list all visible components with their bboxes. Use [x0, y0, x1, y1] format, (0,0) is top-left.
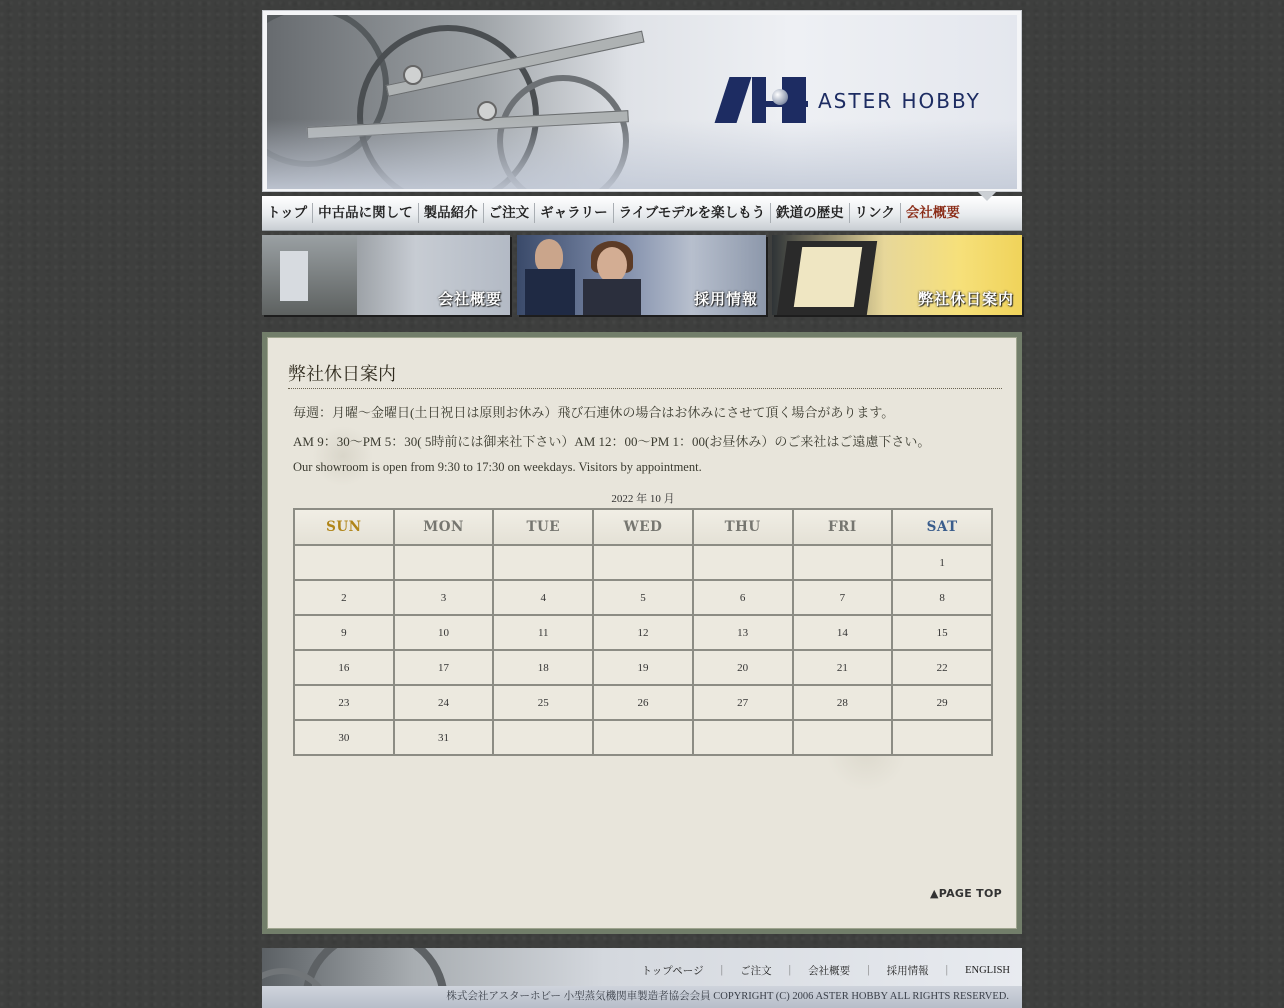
- building-photo: [262, 235, 357, 315]
- calendar-date-cell: 23: [294, 685, 394, 720]
- calendar-week-row: [294, 720, 992, 755]
- calendar-date-cell: 8: [892, 580, 992, 615]
- copyright-text: 株式会社アスターホビー 小型蒸気機関車製造者協会会員 COPYRIGHT (C) 2006 ASTER HOBBY ALL RIGHTS RESERVED.: [262, 986, 1022, 1008]
- calendar-date-cell: 12: [593, 615, 693, 650]
- footer-link-top[interactable]: トップページ: [641, 966, 704, 977]
- calendar-day-header: WED: [593, 509, 693, 545]
- calendar-date-cell: [793, 720, 893, 755]
- calendar-date-cell: 17: [394, 650, 494, 685]
- calendar-date-cell: 1: [892, 545, 992, 580]
- calendar-week-row: [294, 685, 992, 720]
- showroom-hours-text: Our showroom is open from 9:30 to 17:30 on weekdays. Visitors by appointment.: [293, 460, 702, 474]
- rod-hub-image: [477, 101, 497, 121]
- company-profile-banner[interactable]: [262, 235, 510, 315]
- calendar-date-cell: 26: [593, 685, 693, 720]
- calendar-date-cell: 5: [593, 580, 693, 615]
- nav-item-live-models[interactable]: ライブモデルを楽しもう: [614, 203, 771, 223]
- nav-item-used-products[interactable]: 中古品に関して: [313, 203, 419, 223]
- logo-text: ASTER HOBBY: [818, 89, 981, 113]
- nav-item-railway-history[interactable]: 鉄道の歴史: [771, 203, 850, 223]
- calendar-date-cell: 22: [892, 650, 992, 685]
- planner-page-photo: [794, 247, 862, 307]
- calendar-week-row: [294, 650, 992, 685]
- calendar-date-cell: 2: [294, 580, 394, 615]
- calendar-date-cell: 29: [892, 685, 992, 720]
- footer-separator: ｜: [863, 966, 874, 977]
- businesswoman-photo: [597, 247, 627, 283]
- content-panel: [262, 332, 1022, 934]
- footer-link-company[interactable]: 会社概要: [808, 966, 851, 977]
- calendar-date-cell: 6: [693, 580, 793, 615]
- calendar-date-cell: [793, 545, 893, 580]
- calendar-date-cell: 28: [793, 685, 893, 720]
- footer-separator: ｜: [716, 966, 728, 977]
- holiday-info-banner[interactable]: [772, 235, 1022, 315]
- calendar-day-header: THU: [693, 509, 793, 545]
- calendar-date-cell: 14: [793, 615, 893, 650]
- calendar-date-cell: 19: [593, 650, 693, 685]
- calendar-date-cell: 13: [693, 615, 793, 650]
- rod-hub-image: [403, 65, 423, 85]
- businesswoman-suit-photo: [583, 279, 641, 315]
- calendar-date-cell: [693, 720, 793, 755]
- footer-separator: ｜: [941, 966, 953, 977]
- calendar-date-cell: 31: [394, 720, 494, 755]
- recruit-banner[interactable]: [517, 235, 766, 315]
- calendar-day-header: SUN: [294, 509, 394, 545]
- calendar-date-cell: [493, 545, 593, 580]
- calendar-date-cell: 4: [493, 580, 593, 615]
- calendar-date-cell: [892, 720, 992, 755]
- business-days-text: 毎週：月曜～金曜日(土日祝日は原則お休み）飛び石連休の場合はお休みにさせて頂く場合があります。: [293, 405, 895, 420]
- calendar-date-cell: [493, 720, 593, 755]
- calendar-day-header: SAT: [892, 509, 992, 545]
- businessman-photo: [535, 239, 563, 273]
- footer-separator: ｜: [784, 966, 796, 977]
- footer-links: [642, 963, 1010, 978]
- nav-item-gallery[interactable]: ギャラリー: [535, 203, 614, 223]
- calendar-date-cell: 18: [493, 650, 593, 685]
- calendar-date-cell: 20: [693, 650, 793, 685]
- calendar-date-cell: 16: [294, 650, 394, 685]
- nav-item-order[interactable]: ご注文: [484, 203, 536, 223]
- page-title: 弊社休日案内: [288, 364, 1002, 389]
- footer-link-recruit[interactable]: 採用情報: [886, 966, 929, 977]
- calendar-day-header: TUE: [493, 509, 593, 545]
- nav-item-top[interactable]: トップ: [262, 203, 313, 223]
- calendar-date-cell: [394, 545, 494, 580]
- calendar-caption: 2022 年 10 月: [611, 493, 675, 505]
- calendar-date-cell: 7: [793, 580, 893, 615]
- calendar-date-cell: 15: [892, 615, 992, 650]
- page-top-link[interactable]: ▲PAGE TOP: [929, 887, 1002, 900]
- calendar-day-header: MON: [394, 509, 494, 545]
- business-hours-text: AM 9：30～PM 5：30( 5時前には御来社下さい）AM 12：00～PM 1：00(お昼休み）のご来社はご遠慮下さい。: [293, 434, 931, 449]
- calendar-date-cell: 11: [493, 615, 593, 650]
- logo-mark-icon: [722, 77, 808, 123]
- company-profile-banner-label: 会社概要: [437, 290, 502, 308]
- calendar-week-row: [294, 545, 992, 580]
- header-image: [267, 15, 1017, 189]
- nav-item-links[interactable]: リンク: [850, 203, 901, 223]
- calendar-date-cell: 25: [493, 685, 593, 720]
- calendar-date-cell: 27: [693, 685, 793, 720]
- calendar-header-row: [294, 509, 992, 545]
- footer: [262, 948, 1022, 1008]
- calendar-date-cell: 30: [294, 720, 394, 755]
- content-panel-inner: [267, 337, 1017, 929]
- calendar-date-cell: 24: [394, 685, 494, 720]
- recruit-banner-label: 採用情報: [693, 290, 758, 308]
- calendar-date-cell: [294, 545, 394, 580]
- calendar-date-cell: 3: [394, 580, 494, 615]
- building-sign-photo: [280, 251, 308, 301]
- nav-item-products[interactable]: 製品紹介: [419, 203, 484, 223]
- aster-hobby-logo: [722, 77, 1017, 129]
- holiday-info-banner-label: 弊社休日案内: [917, 290, 1014, 308]
- calendar-date-cell: [593, 720, 693, 755]
- businessman-suit-photo: [525, 269, 575, 315]
- calendar-day-header: FRI: [793, 509, 893, 545]
- holiday-calendar: [293, 508, 993, 756]
- calendar-date-cell: [593, 545, 693, 580]
- active-nav-indicator-icon: [978, 192, 996, 201]
- calendar-date-cell: 9: [294, 615, 394, 650]
- footer-link-english[interactable]: ENGLISH: [965, 965, 1010, 976]
- footer-link-order[interactable]: ご注文: [740, 966, 772, 977]
- header-banner: [262, 10, 1022, 192]
- header-gradient: [267, 119, 1017, 189]
- calendar-date-cell: 10: [394, 615, 494, 650]
- calendar-week-row: [294, 615, 992, 650]
- calendar-date-cell: 21: [793, 650, 893, 685]
- calendar-week-row: [294, 580, 992, 615]
- main-nav: [262, 196, 1022, 231]
- nav-item-company[interactable]: 会社概要: [905, 205, 960, 221]
- calendar-date-cell: [693, 545, 793, 580]
